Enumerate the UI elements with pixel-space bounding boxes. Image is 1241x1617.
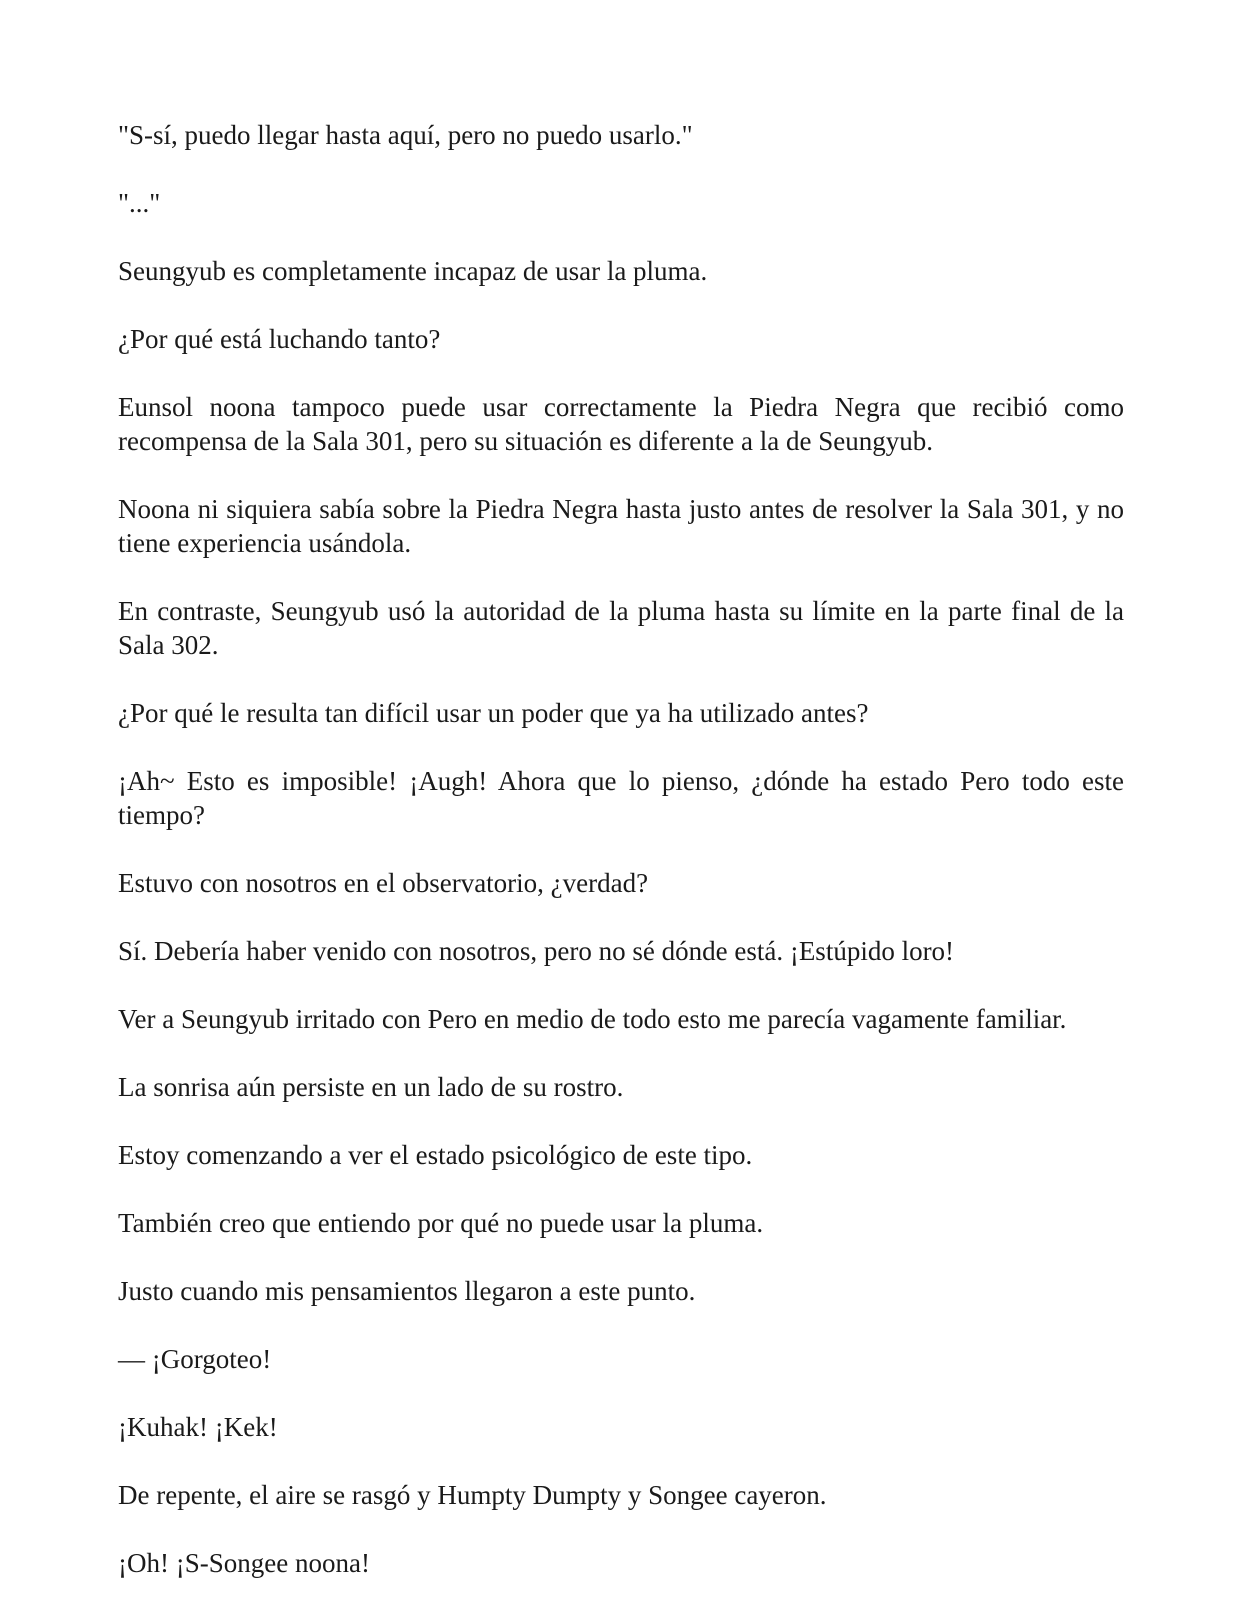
paragraph: Eunsol noona tampoco puede usar correctamente la Piedra Negra que recibió como recompensa de la Sala 301, pero su situación es diferente a la de Seungyub. [118,392,1124,456]
paragraph: ¡Ah~ Esto es imposible! ¡Augh! Ahora que lo pienso, ¿dónde ha estado Pero todo este tiempo? [118,766,1124,830]
paragraph: También creo que entiendo por qué no puede usar la pluma. [118,1208,764,1238]
paragraph: ¿Por qué le resulta tan difícil usar un poder que ya ha utilizado antes? [118,698,869,728]
paragraph: La sonrisa aún persiste en un lado de su rostro. [118,1072,624,1102]
document-body [118,118,1124,1614]
paragraph: Sí. Debería haber venido con nosotros, pero no sé dónde está. ¡Estúpido loro! [118,936,955,966]
paragraph: "S-sí, puedo llegar hasta aquí, pero no puedo usarlo." [118,120,693,150]
paragraph: — ¡Gorgoteo! [118,1344,272,1374]
paragraph: ¿Por qué está luchando tanto? [118,324,441,354]
paragraph: Estuvo con nosotros en el observatorio, ¿verdad? [118,868,649,898]
paragraph: Justo cuando mis pensamientos llegaron a este punto. [118,1276,696,1306]
paragraph: Noona ni siquiera sabía sobre la Piedra Negra hasta justo antes de resolver la Sala 301, y no tiene experiencia usándola. [118,494,1124,558]
paragraph: ¡Kuhak! ¡Kek! [118,1412,278,1442]
paragraph: En contraste, Seungyub usó la autoridad de la pluma hasta su límite en la parte final de la Sala 302. [118,596,1124,660]
paragraph: Estoy comenzando a ver el estado psicológico de este tipo. [118,1140,753,1170]
paragraph: Ver a Seungyub irritado con Pero en medio de todo esto me parecía vagamente familiar. [118,1004,1067,1034]
paragraph: Seungyub es completamente incapaz de usar la pluma. [118,256,708,286]
paragraph: ¡Oh! ¡S-Songee noona! [118,1548,370,1578]
paragraph: "..." [118,188,161,218]
paragraph: De repente, el aire se rasgó y Humpty Dumpty y Songee cayeron. [118,1480,827,1510]
